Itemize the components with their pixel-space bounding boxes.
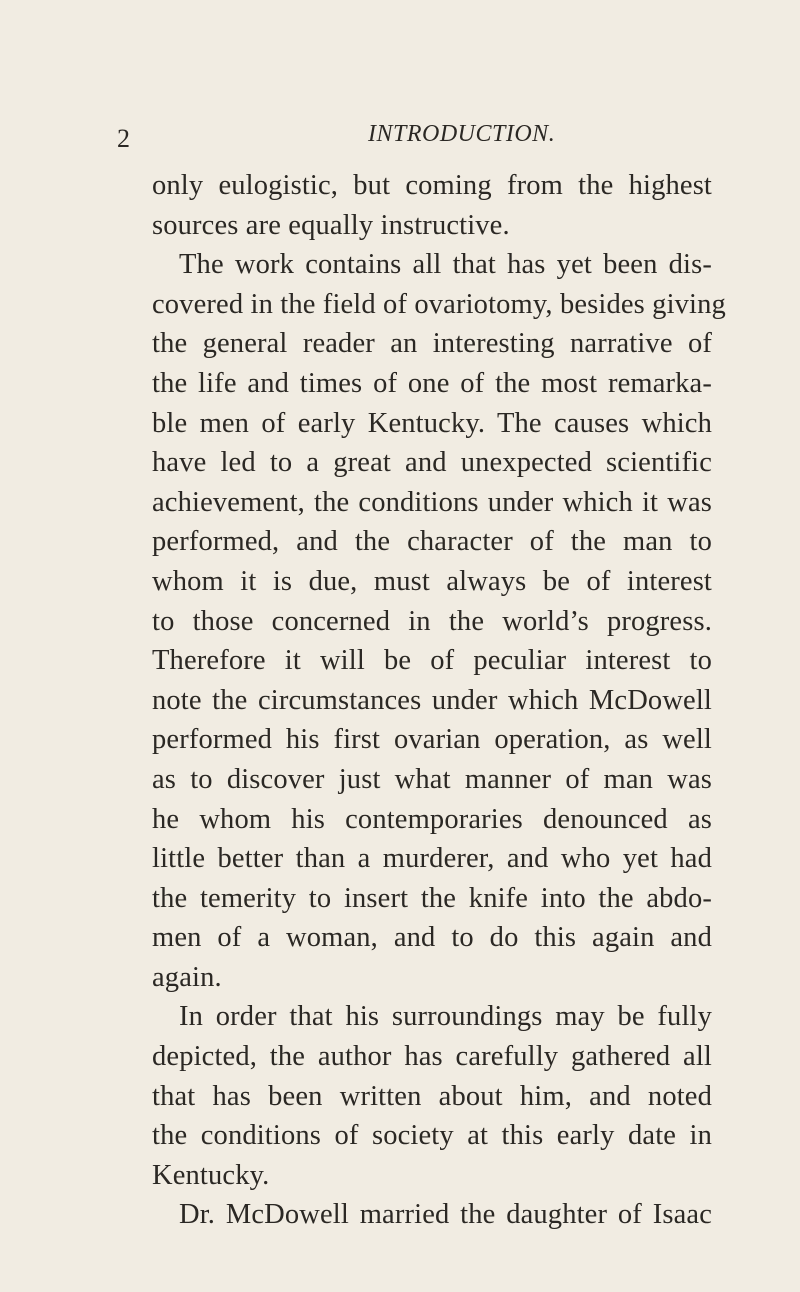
text-line: the general reader an interesting narrative of (152, 328, 712, 360)
text-line: Therefore it will be of peculiar interest to (152, 645, 712, 677)
text-line: to those concerned in the world’s progress. (152, 605, 712, 637)
text-line: the temerity to insert the knife into the abdo- (152, 882, 712, 914)
text-line: achievement, the conditions under which it was (152, 486, 712, 518)
text-line: Kentucky. (152, 1159, 270, 1191)
text-line: that has been written about him, and noted (152, 1080, 712, 1112)
text-line: Dr. McDowell married the daughter of Isaac (179, 1199, 712, 1231)
text-line: the conditions of society at this early date in (152, 1120, 712, 1152)
text-line: depicted, the author has carefully gathered all (152, 1041, 712, 1073)
text-line: men of a woman, and to do this again and (152, 922, 712, 954)
text-line: The work contains all that has yet been dis- (179, 249, 712, 281)
text-line: only eulogistic, but coming from the highest (152, 170, 712, 201)
body-text (152, 166, 726, 1235)
running-head-title: INTRODUCTION. (368, 121, 556, 147)
text-line: performed his first ovarian operation, as well (152, 724, 712, 756)
text-line: note the circumstances under which McDowell (152, 684, 712, 716)
text-line: have led to a great and unexpected scientific (152, 447, 712, 479)
text-line: the life and times of one of the most remarka- (152, 367, 712, 399)
text-line: In order that his surroundings may be fully (179, 1001, 712, 1033)
page-number: 2 (117, 124, 130, 153)
text-line: he whom his contemporaries denounced as (152, 803, 712, 835)
text-line: as to discover just what manner of man was (152, 763, 712, 795)
text-line: again. (152, 961, 222, 993)
text-line: little better than a murderer, and who yet had (152, 843, 712, 875)
text-line: ble men of early Kentucky. The causes which (152, 407, 712, 439)
text-line: sources are equally instructive. (152, 209, 510, 241)
text-line: covered in the field of ovariotomy, besides giving (152, 288, 726, 320)
text-line: performed, and the character of the man to (152, 526, 712, 558)
text-line: whom it is due, must always be of interest (152, 565, 712, 597)
